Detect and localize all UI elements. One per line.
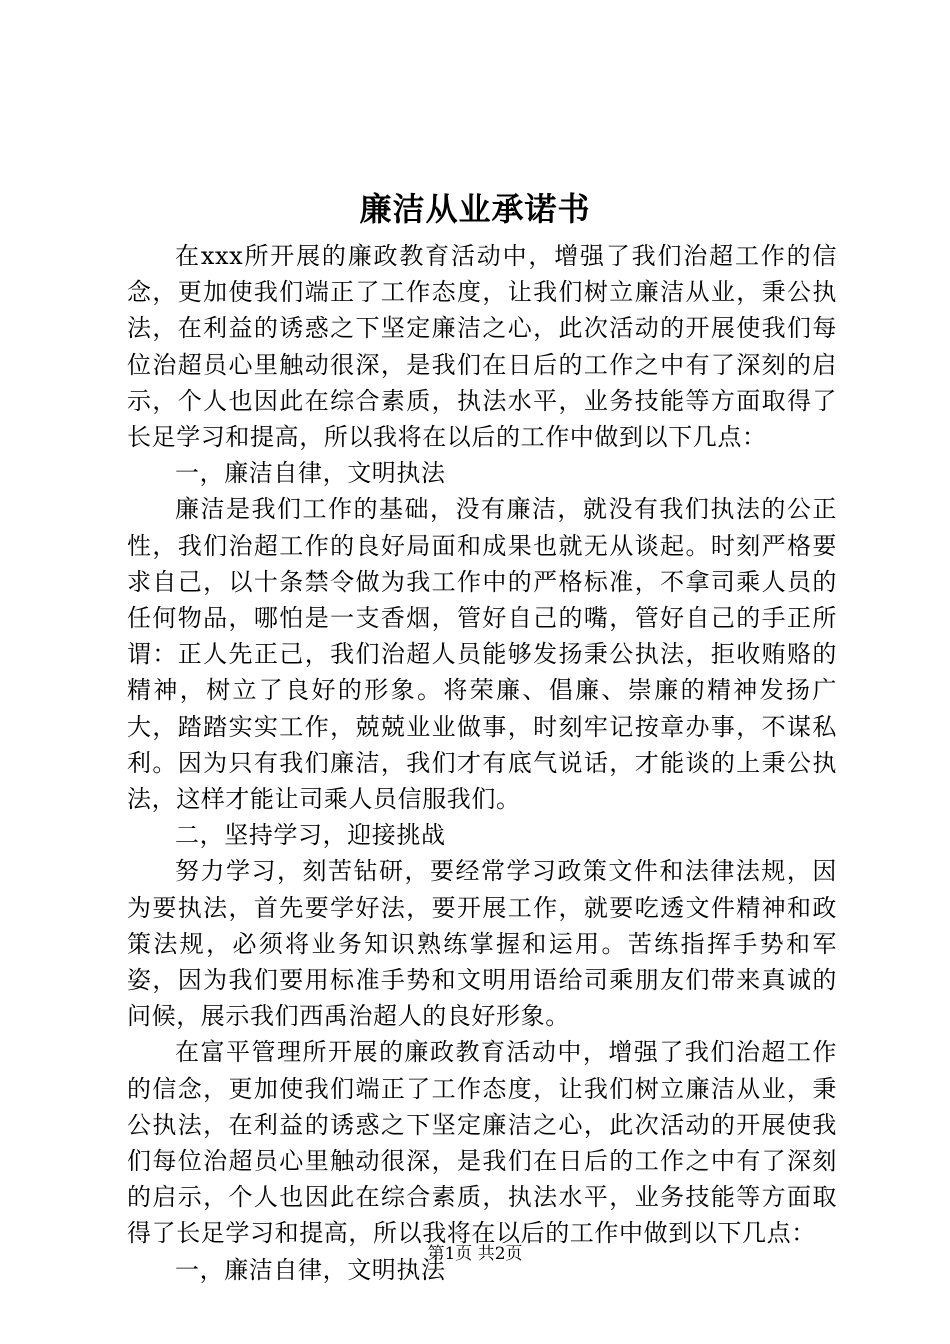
intro-paragraph: 在xxx所开展的廉政教育活动中，增强了我们治超工作的信念，更加使我们端正了工作态度，让我们树立廉洁从业，秉公执法，在利益的诱惑之下坚定廉洁之心，此次活动的开展使我们每位治超员心里触动很深，是我们在日后的工作之中有了深刻的启示，个人也因此在综合素质，执法水平，业务技能等方面取得了长足学习和提高，所以我将在以后的工作中做到以下几点：: [127, 242, 837, 452]
section-heading-1-repeat: 一，廉洁自律，文明执法: [175, 1255, 446, 1284]
section-1-paragraph: 廉洁是我们工作的基础，没有廉洁，就没有我们执法的公正性，我们治超工作的良好局面和成果也就无从谈起。时刻严格要求自己，以十条禁令做为我工作中的严格标准，不拿司乘人员的任何物品，哪怕是一支香烟，管好自己的嘴，管好自己的手正所谓：正人先正己，我们治超人员能够发扬秉公执法，拒收贿赂的精神，树立了良好的形象。将荣廉、倡廉、崇廉的精神发扬广大，踏踏实实工作，兢兢业业做事，时刻牢记按章办事，不谋私利。因为只有我们廉洁，我们才有底气说话，才能谈的上秉公执法，这样才能让司乘人员信服我们。: [127, 495, 837, 814]
repeat-intro-paragraph: 在富平管理所开展的廉政教育活动中，增强了我们治超工作的信念，更加使我们端正了工作态度，让我们树立廉洁从业，秉公执法，在利益的诱惑之下坚定廉洁之心，此次活动的开展使我们每位治超员心里触动很深，是我们在日后的工作之中有了深刻的启示，个人也因此在综合素质，执法水平，业务技能等方面取得了长足学习和提高，所以我将在以后的工作中做到以下几点：: [127, 1038, 837, 1248]
document-body: [127, 238, 837, 1288]
page-footer: 第1页 共2页: [427, 1244, 523, 1264]
document-title: 廉洁从业承诺书: [359, 190, 591, 228]
section-2-paragraph: 努力学习，刻苦钻研，要经常学习政策文件和法律法规，因为要执法，首先要学好法，要开展工作，就要吃透文件精神和政策法规，必须将业务知识熟练掌握和运用。苦练指挥手势和军姿，因为我们要用标准手势和文明用语给司乘朋友们带来真诚的问候，展示我们西禹治超人的良好形象。: [127, 857, 837, 1031]
section-heading-2: 二，坚持学习，迎接挑战: [175, 821, 446, 850]
section-heading-1: 一，廉洁自律，文明执法: [175, 459, 446, 488]
